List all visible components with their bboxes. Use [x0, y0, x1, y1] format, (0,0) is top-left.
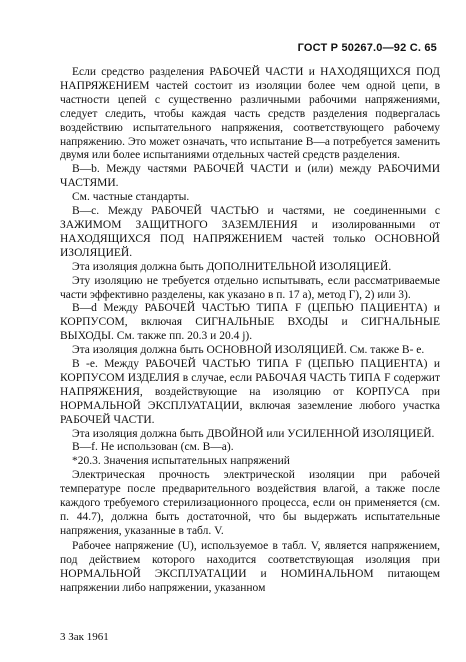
paragraph-b-c-exemption: Эту изоляцию не требуется отдельно испытывать, если рассматриваемые части эффективно разделены, как указано в п. 17 а), метод Г), 2) или 3).: [60, 274, 440, 301]
paragraph-test-b-e: B -e. Между РАБОЧЕЙ ЧАСТЬЮ ТИПА F (ЦЕПЬЮ ПАЦИЕНТА) и КОРПУСОМ ИЗДЕЛИЯ в случае, если РАБОЧАЯ ЧАСТЬ ТИПА F содержит НАПРЯЖЕНИЯ, воздействующие на изоляцию от КОРПУСА при НОРМАЛЬНОЙ ЭКСПЛУАТАЦИИ, включая заземление любого участка РАБОЧЕЙ ЧАСТИ.: [60, 358, 440, 426]
paragraph-dielectric-strength: Электрическая прочность электрической изоляции при рабочей температуре после предварительного воздействия влагой, а также после каждого требуемого стерилизационного процесса, если он применяется (см. п. 44.7), должна быть достаточной, что бы выдержать испытательные напряжения, указанные в табл. V.: [60, 469, 440, 537]
paragraph-see-standards: См. частные стандарты.: [72, 191, 190, 204]
page-header: ГОСТ Р 50267.0—92 С. 65: [297, 42, 437, 54]
paragraph-test-b-f: B—f. Не использован (см. B—a).: [72, 441, 234, 454]
paragraph-test-b-d: B—d Между РАБОЧЕЙ ЧАСТЬЮ ТИПА F (ЦЕПЬЮ ПАЦИЕНТА) и КОРПУСОМ, включая СИГНАЛЬНЫЕ ВХОДЫ и СИГНАЛЬНЫЕ ВЫХОДЫ. См. также пп. 20.3 и 20.4 j).: [60, 302, 440, 343]
paragraph-b-d-insulation: Эта изоляция должна быть ОСНОВНОЙ ИЗОЛЯЦИЕЙ. См. также B- e.: [72, 344, 425, 357]
paragraph-working-voltage: Рабочее напряжение (U), используемое в табл. V, является напряжением, под действием которого находится соответствующая изоляция при НОРМАЛЬНОЙ ЭКСПЛУАТАЦИИ и НОМИНАЛЬНОМ питающем напряжении либо напряжении, указанном: [60, 539, 440, 594]
paragraph-test-b-b: B—b. Между частями РАБОЧЕЙ ЧАСТИ и (или) между РАБОЧИМИ ЧАСТЯМИ.: [60, 163, 440, 190]
paragraph-b-e-insulation: Эта изоляция должна быть ДВОЙНОЙ или УСИЛЕННОЙ ИЗОЛЯЦИЕЙ.: [72, 427, 435, 440]
paragraph-separation-note: Если средство разделения РАБОЧЕЙ ЧАСТИ и НАХОДЯЩИХСЯ ПОД НАПРЯЖЕНИЕМ частей состоит из изоляции более чем одной цепи, в частности цепей с существенно различными рабочими напряжениями, следует следить, чтобы каждая часть средств разделения подвергалась воздействию испытательного напряжения, соответствующего рабочему напряжению. Это может означать, что испытание B—a потребуется заменить двумя или более испытаниями отдельных частей средств разделения.: [60, 66, 440, 162]
page-footer: 3 Зак 1961: [60, 631, 109, 643]
paragraph-b-c-insulation: Эта изоляция должна быть ДОПОЛНИТЕЛЬНОЙ ИЗОЛЯЦИЕЙ.: [72, 260, 392, 273]
paragraph-test-b-c: B—c. Между РАБОЧЕЙ ЧАСТЬЮ и частями, не соединенными с ЗАЖИМОМ ЗАЩИТНОГО ЗАЗЕМЛЕНИЯ и изолированными от НАХОДЯЩИХСЯ ПОД НАПРЯЖЕНИЕМ частей только ОСНОВНОЙ ИЗОЛЯЦИЕЙ.: [60, 205, 440, 259]
section-heading-20-3: *20.3. Значения испытательных напряжений: [72, 455, 290, 468]
body-text: [60, 66, 440, 595]
